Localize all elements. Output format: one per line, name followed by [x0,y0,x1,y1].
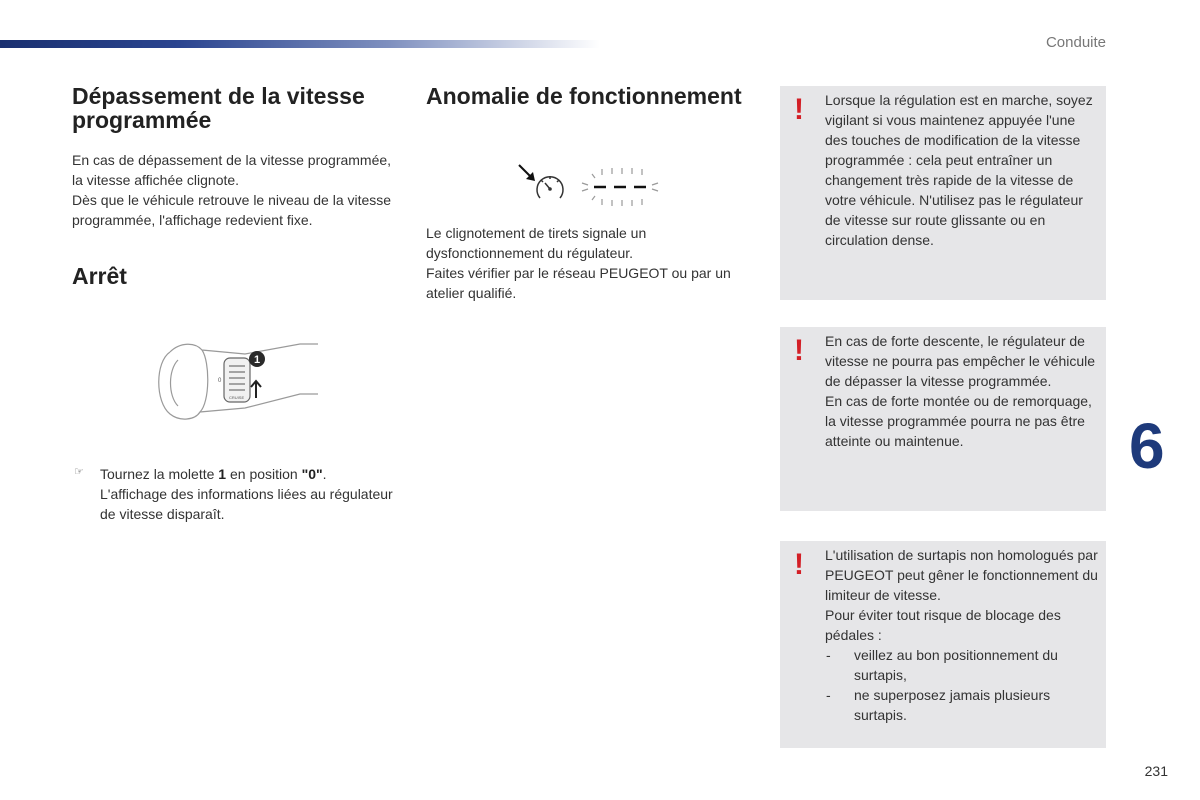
paragraph-anomalie-line-2: Faites vérifier par le réseau PEUGEOT ou par un atelier qualifié. [426,265,731,301]
position-0-label: 0 [218,378,222,384]
list-item [825,685,1101,725]
paragraph-anomalie [426,223,746,303]
warning-box-regulation [780,86,1106,300]
speedometer-hub [548,187,552,191]
warning-box-surtapis [780,541,1106,748]
warning-descente-para-2: En cas de forte montée ou de remorquage, la vitesse programmée pourra ne pas être atteinte ou maintenue. [825,393,1092,449]
cruise-label: CRUISE [229,395,245,400]
list-item-text: ne superposez jamais plusieurs surtapis. [854,687,1051,723]
warning-surtapis-para-1: L'utilisation de surtapis non homologués par PEUGEOT peut gêner le fonctionnement du limiteur de vitesse. [825,547,1098,603]
arret-bold-position: "0" [301,466,323,482]
arret-text-middle: en position [226,466,302,482]
arret-text-before: Tournez la molette [100,466,219,482]
paragraph-arret [100,464,400,524]
page-number: 231 [1144,763,1168,779]
speed-display-dashes-illustration [516,162,666,212]
arrow-up-icon [251,381,261,398]
speedometer-icon [537,176,563,198]
paragraph-depassement-line-1: En cas de dépassement de la vitesse programmée, la vitesse affichée clignote. [72,152,392,188]
arret-text-after: . [322,466,327,482]
list-dash: - [826,687,831,703]
paragraph-anomalie-line-1: Le clignotement de tirets signale un dysfonctionnement du régulateur. [426,225,647,261]
warning-text-descente [825,331,1101,451]
warning-exclamation-icon: ! [794,334,804,367]
warning-exclamation-icon: ! [794,548,804,581]
pointer-finger-icon: ☞ [74,466,84,478]
blinking-dashes-icon [582,168,658,206]
paragraph-depassement [72,150,397,230]
pointer-arrow-icon [519,165,535,181]
list-item [825,645,1101,685]
paragraph-arret-line-2: L'affichage des informations liées au régulateur de vitesse disparaît. [100,486,393,522]
warning-text-surtapis [825,545,1101,725]
warning-box-descente [780,327,1106,511]
heading-arret: Arrêt [72,263,127,289]
cruise-control-stalk-illustration [150,332,320,428]
paragraph-arret-line-1 [100,464,400,484]
warning-text-regulation: Lorsque la régulation est en marche, soyez vigilant si vous maintenez appuyée l'une des touches de modification de la vitesse programmée : cela peut entraîner un changement très rapide de la vitesse de votre véhicule. N'utilisez pas le régulateur de vitesse sur route glissante ou en circulation dense. [825,92,1093,248]
heading-anomalie: Anomalie de fonctionnement [426,83,742,109]
warning-surtapis-para-2: Pour éviter tout risque de blocage des pédales : [825,607,1061,643]
paragraph-depassement-line-2: Dès que le véhicule retrouve le niveau de la vitesse programmée, l'affichage redevient fixe. [72,192,392,228]
list-item-text: veillez au bon positionnement du surtapis, [854,647,1058,683]
warning-surtapis-list [825,645,1101,725]
list-dash: - [826,647,831,663]
button-1-number: 1 [253,354,261,366]
warning-exclamation-icon: ! [794,93,804,126]
header-gradient-bar [0,40,600,48]
section-title: Conduite [1045,34,1106,51]
warning-descente-para-1: En cas de forte descente, le régulateur de vitesse ne pourra pas empêcher le véhicule de dépasser la vitesse programmée. [825,333,1096,389]
heading-depassement: Dépassement de la vitesse programmée [72,83,365,133]
arret-bold-number: 1 [218,466,227,482]
chapter-number: 6 [1129,410,1165,482]
